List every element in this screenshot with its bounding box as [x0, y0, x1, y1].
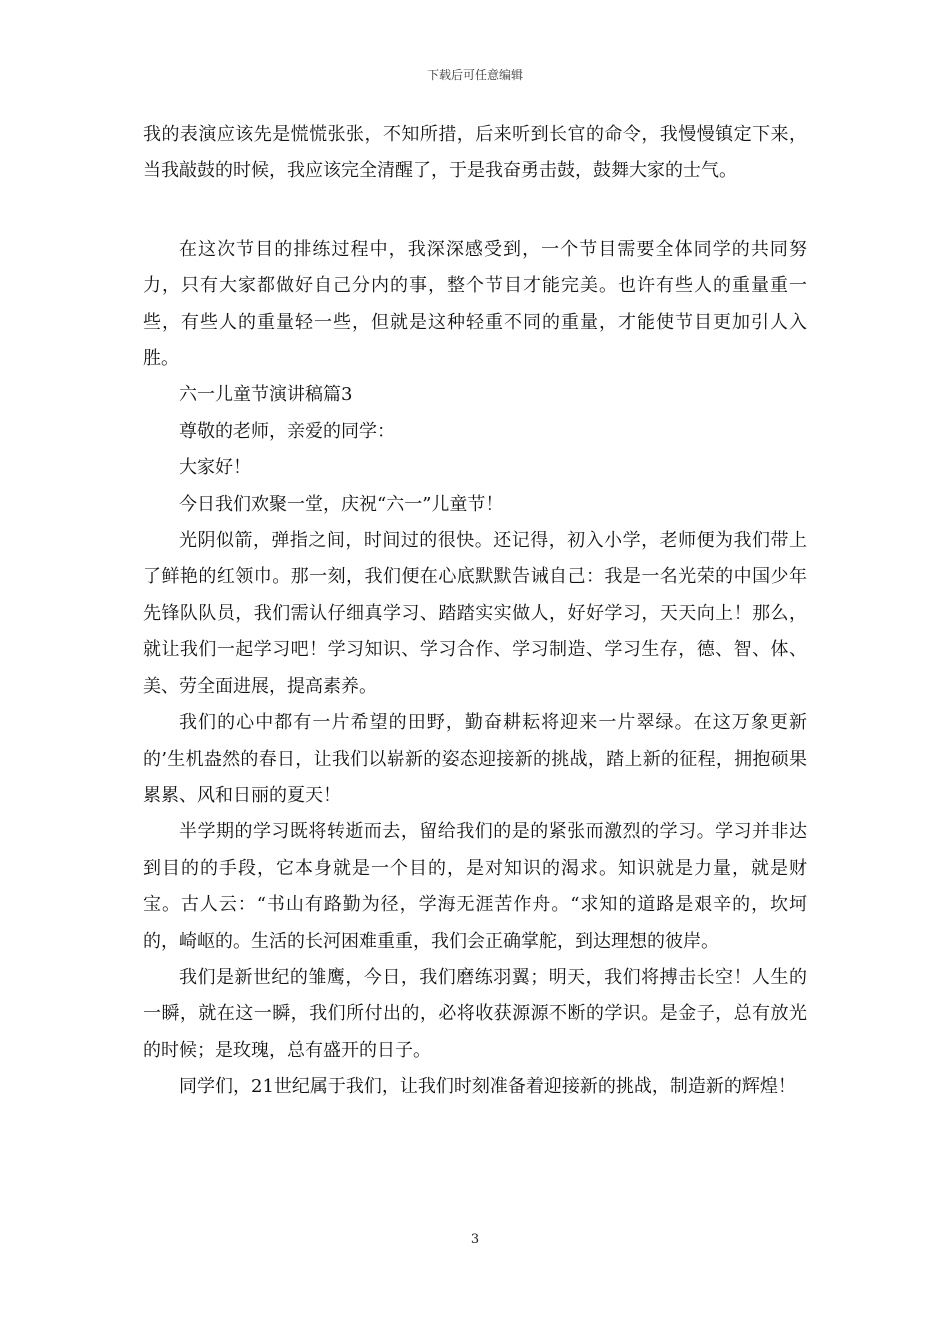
greeting: 大家好！	[179, 457, 251, 479]
paragraph: 我的表演应该先是慌慌张张，不知所措，后来听到长官的命令，我慢慢镇定下来，当我敲鼓的时候，我应该完全清醒了，于是我奋勇击鼓，鼓舞大家的士气。	[143, 124, 807, 182]
salutation: 尊敬的老师，亲爱的同学：	[179, 420, 395, 442]
paragraph: 我们的心中都有一片希望的田野，勤奋耕耘将迎来一片翠绿。在这万象更新的’生机盎然的春日，让我们以崭新的姿态迎接新的挑战，踏上新的征程，拥抱硕果累累、风和日丽的夏天！	[143, 712, 807, 806]
section-heading: 六一儿童节演讲稿篇3	[179, 384, 353, 406]
paragraph: 在这次节目的排练过程中，我深深感受到，一个节目需要全体同学的共同努力，只有大家都做好自己分内的事，整个节目才能完美。也许有些人的重量重一些，有些人的重量轻一些，但就是这种轻重不同的重量，才能使节目更加引人入胜。	[143, 238, 807, 370]
paragraph: 今日我们欢聚一堂，庆祝“六一”儿童节！	[179, 493, 504, 515]
paragraph: 光阴似箭，弹指之间，时间过的很快。还记得，初入小学，老师便为我们带上了鲜艳的红领巾。那一刻，我们便在心底默默告诫自己：我是一名光荣的中国少年先锋队队员，我们需认仔细真学习、踏踏实实做人，好好学习，天天向上！那么，就让我们一起学习吧！学习知识、学习合作、学习制造、学习生存，德、智、体、美、劳全面进展，提高素养。	[143, 530, 807, 697]
page-number: 3	[470, 1232, 480, 1247]
page-header: 下载后可任意编辑	[426, 68, 523, 82]
paragraph: 半学期的学习既将转逝而去，留给我们的是的紧张而激烈的学习。学习并非达到目的的手段，它本身就是一个目的，是对知识的渴求。知识就是力量，就是财宝。古人云：“书山有路勤为径，学海无涯苦作舟。“求知的道路是艰辛的，坎坷的，崎岖的。生活的长河困难重重，我们会正确掌舵，到达理想的彼岸。	[143, 821, 807, 952]
paragraph: 同学们，21世纪属于我们，让我们时刻准备着迎接新的挑战，制造新的辉煌！	[179, 1076, 796, 1098]
paragraph: 我们是新世纪的雏鹰，今日，我们磨练羽翼；明天，我们将搏击长空！人生的一瞬，就在这一瞬，我们所付出的，必将收获源源不断的学识。是金子，总有放光的时候；是玫瑰，总有盛开的日子。	[143, 966, 807, 1061]
document-body	[143, 117, 807, 1106]
